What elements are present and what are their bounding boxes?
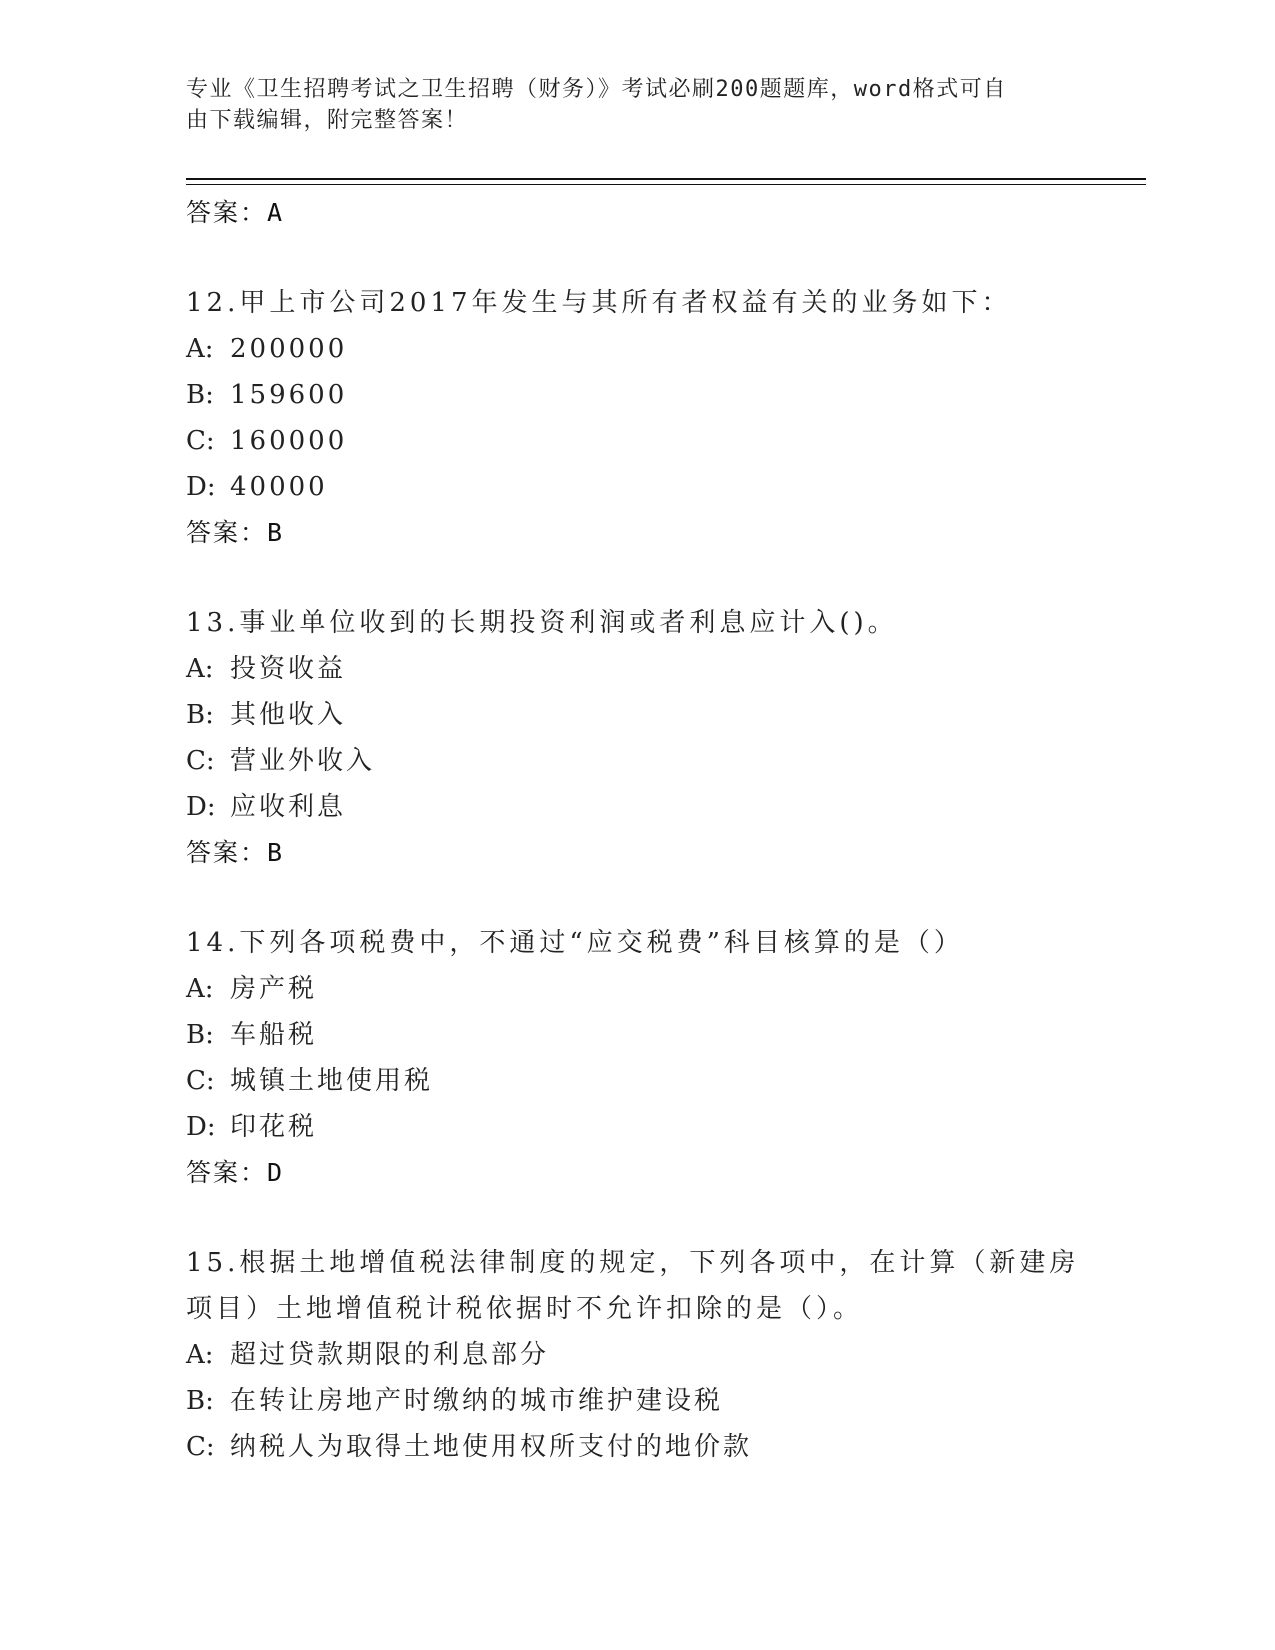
- option-letter: B:: [186, 700, 214, 730]
- option-a: [186, 326, 1146, 372]
- spacer: [186, 1196, 1146, 1240]
- spacer: [186, 876, 1146, 920]
- question-block: [186, 920, 1146, 1196]
- option-text: 印花税: [230, 1112, 318, 1142]
- option-text: 160000: [230, 426, 348, 456]
- answer-line: 答案：B: [186, 518, 285, 547]
- option-letter: D:: [186, 472, 216, 502]
- option-text: 城镇土地使用税: [230, 1066, 434, 1096]
- answer-line: 答案：A: [186, 198, 285, 227]
- spacer: [186, 236, 1146, 280]
- option-letter: B:: [186, 1386, 214, 1416]
- option-letter: B:: [186, 380, 214, 410]
- option-letter: A:: [186, 654, 214, 684]
- option-text: 营业外收入: [230, 746, 376, 776]
- answer-line: 答案：D: [186, 1158, 285, 1187]
- spacer: [186, 556, 1146, 600]
- option-b: [186, 1012, 1146, 1058]
- option-c: [186, 1424, 1146, 1470]
- option-text: 车船税: [230, 1020, 318, 1050]
- header-rule-thick: [186, 178, 1146, 180]
- option-letter: A:: [186, 334, 214, 364]
- header-line-2: 由下载编辑，附完整答案！: [186, 108, 469, 133]
- question-list: [186, 190, 1146, 1470]
- option-d: [186, 1104, 1146, 1150]
- question-text: 14.下列各项税费中，不通过“应交税费”科目核算的是（）: [186, 928, 964, 958]
- option-letter: C:: [186, 426, 215, 456]
- option-a: [186, 966, 1146, 1012]
- option-a: [186, 1332, 1146, 1378]
- question-text: 12.甲上市公司2017年发生与其所有者权益有关的业务如下：: [186, 288, 1012, 318]
- option-a: [186, 646, 1146, 692]
- answer-line: 答案：B: [186, 838, 285, 867]
- option-letter: D:: [186, 792, 216, 822]
- question-text: 15.根据土地增值税法律制度的规定，下列各项中，在计算（新建房项目）土地增值税计税依据时不允许扣除的是（）。: [186, 1248, 1080, 1324]
- question-block: [186, 600, 1146, 876]
- question-text: 13.事业单位收到的长期投资利润或者利息应计入()。: [186, 608, 898, 638]
- option-letter: C:: [186, 1066, 215, 1096]
- option-d: [186, 464, 1146, 510]
- option-text: 纳税人为取得土地使用权所支付的地价款: [230, 1432, 753, 1462]
- option-letter: A:: [186, 974, 214, 1004]
- option-text: 应收利息: [230, 792, 347, 822]
- option-text: 在转让房地产时缴纳的城市维护建设税: [230, 1386, 724, 1416]
- option-b: [186, 1378, 1146, 1424]
- option-text: 200000: [230, 334, 348, 364]
- option-b: [186, 692, 1146, 738]
- question-block: [186, 1240, 1146, 1470]
- option-letter: A:: [186, 1340, 214, 1370]
- option-letter: C:: [186, 746, 215, 776]
- option-c: [186, 418, 1146, 464]
- option-c: [186, 1058, 1146, 1104]
- option-text: 房产税: [230, 974, 318, 1004]
- option-d: [186, 784, 1146, 830]
- option-c: [186, 738, 1146, 784]
- option-letter: C:: [186, 1432, 215, 1462]
- header-rule-thin: [186, 184, 1146, 185]
- header-line-1: 专业《卫生招聘考试之卫生招聘（财务）》考试必刷200题题库，word格式可自: [186, 77, 1007, 102]
- option-b: [186, 372, 1146, 418]
- document-header: [186, 74, 1086, 136]
- option-text: 超过贷款期限的利息部分: [230, 1340, 550, 1370]
- option-text: 其他收入: [230, 700, 347, 730]
- option-letter: D:: [186, 1112, 216, 1142]
- option-text: 投资收益: [230, 654, 347, 684]
- option-text: 159600: [230, 380, 348, 410]
- option-letter: B:: [186, 1020, 214, 1050]
- question-block: [186, 280, 1146, 556]
- option-text: 40000: [230, 472, 328, 502]
